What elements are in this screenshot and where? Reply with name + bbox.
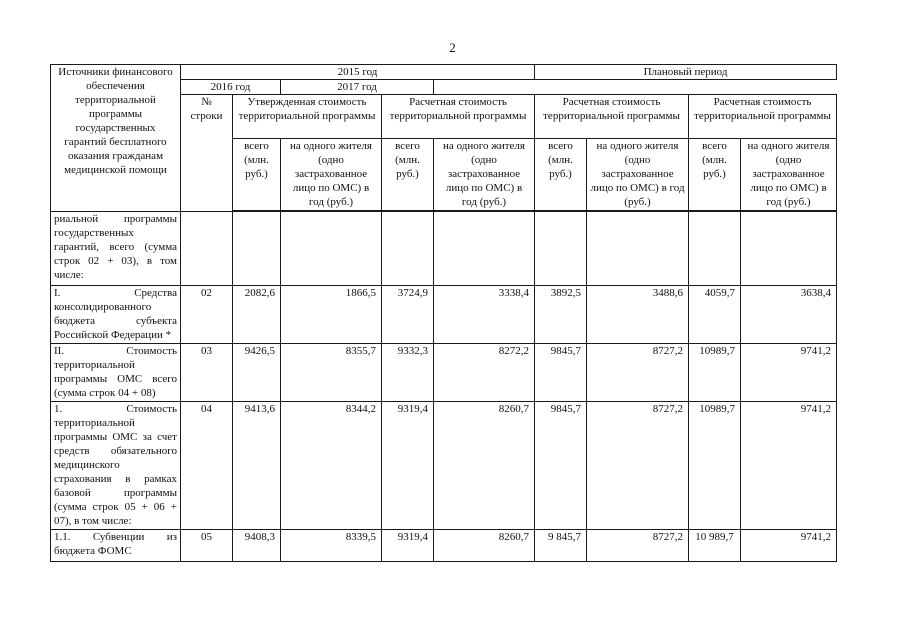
cell-2015-approved-per-insured: 1866,5 — [281, 286, 382, 344]
cell-2015-approved-per-insured: 8344,2 — [281, 402, 382, 530]
cell-2016-per-insured: 8727,2 — [587, 402, 689, 530]
cell-2017-per-insured: 9741,2 — [741, 344, 837, 402]
header-year-2015: 2015 год — [181, 65, 535, 80]
cell-2015-approved-per-insured: 8339,5 — [281, 530, 382, 562]
header-calc-cost-2015: Расчетная стоимость территориальной программы — [382, 95, 535, 139]
cell-2015-approved-total: 9413,6 — [233, 402, 281, 530]
header-per-insured: на одного жителя (одно застрахованное лицо по ОМС) в год (руб.) — [741, 139, 837, 211]
cell-2017-total: 10989,7 — [689, 344, 741, 402]
cell-2015-approved-total: 2082,6 — [233, 286, 281, 344]
row-number: 03 — [181, 344, 233, 402]
header-per-insured: на одного жителя (одно застрахованное лицо по ОМС) в год (руб.) — [434, 139, 535, 211]
header-total: всего (млн. руб.) — [233, 139, 281, 211]
table-row — [51, 530, 837, 562]
cell-2017-total: 10 989,7 — [689, 530, 741, 562]
cell-2015-calc-per-insured: 8272,2 — [434, 344, 535, 402]
cell-2016-total: 9845,7 — [535, 402, 587, 530]
cell-2015-calc-total: 9319,4 — [382, 530, 434, 562]
cell-2016-total: 9845,7 — [535, 344, 587, 402]
cell-2017-per-insured: 9741,2 — [741, 402, 837, 530]
header-per-insured: на одного жителя (одно застрахованное лицо по ОМС) в год (руб.) — [281, 139, 382, 211]
cell-2015-calc-total — [382, 212, 434, 286]
table-row — [51, 344, 837, 402]
header-per-insured: на одного жителя (одно застрахованное лицо по ОМС) в год (руб.) — [587, 139, 689, 211]
cell-2016-total — [535, 212, 587, 286]
cell-2017-per-insured: 3638,4 — [741, 286, 837, 344]
table-row — [51, 212, 837, 286]
cell-2017-per-insured: 9741,2 — [741, 530, 837, 562]
header-row-no: № строки — [181, 95, 233, 212]
header-calc-cost-2016: Расчетная стоимость территориальной программы — [535, 95, 689, 139]
header-total: всего (млн. руб.) — [382, 139, 434, 211]
header-year-2017: 2017 год — [281, 80, 434, 95]
page-number: 2 — [449, 40, 456, 55]
cell-2015-calc-per-insured: 3338,4 — [434, 286, 535, 344]
cell-2016-per-insured: 8727,2 — [587, 530, 689, 562]
header-calc-cost-2017: Расчетная стоимость территориальной программы — [689, 95, 837, 139]
row-source: I. Средства консолидированного бюджета субъекта Российской Федерации * — [51, 286, 181, 344]
header-approved-cost-2015: Утвержденная стоимость территориальной программы — [233, 95, 382, 139]
table-row — [51, 402, 837, 530]
cell-2016-total: 3892,5 — [535, 286, 587, 344]
cell-2015-approved-total — [233, 212, 281, 286]
cell-2016-per-insured — [587, 212, 689, 286]
row-source: 1.1. Субвенции из бюджета ФОМС — [51, 530, 181, 562]
cell-2016-total: 9 845,7 — [535, 530, 587, 562]
header-source: Источники финансового обеспечения территориальной программы государственных гарантий бесплатного оказания гражданам медицинской помощи — [51, 65, 181, 212]
cell-2016-per-insured: 3488,6 — [587, 286, 689, 344]
cell-2016-per-insured: 8727,2 — [587, 344, 689, 402]
cell-2017-total: 10989,7 — [689, 402, 741, 530]
cell-2015-calc-total: 9319,4 — [382, 402, 434, 530]
header-year-2016: 2016 год — [181, 80, 281, 95]
cell-2015-calc-per-insured: 8260,7 — [434, 530, 535, 562]
row-source: 1. Стоимость территориальной программы ОМС за счет средств обязательного медицинского страхования в рамках базовой программы (сумма строк 05 + 06 + 07), в том числе: — [51, 402, 181, 530]
row-number: 02 — [181, 286, 233, 344]
row-source: риальной программы государственных гарантий, всего (сумма строк 02 + 03), в том числе: — [51, 212, 181, 286]
table-row — [51, 286, 837, 344]
cell-2015-approved-per-insured: 8355,7 — [281, 344, 382, 402]
cell-2017-total: 4059,7 — [689, 286, 741, 344]
financing-table — [50, 64, 837, 562]
cell-2015-approved-total: 9408,3 — [233, 530, 281, 562]
row-number — [181, 212, 233, 286]
cell-2017-per-insured — [741, 212, 837, 286]
cell-2015-approved-per-insured — [281, 212, 382, 286]
cell-2015-approved-total: 9426,5 — [233, 344, 281, 402]
row-source: II. Стоимость территориальной программы ОМС всего (сумма строк 04 + 08) — [51, 344, 181, 402]
header-total: всего (млн. руб.) — [689, 139, 741, 211]
header-total: всего (млн. руб.) — [535, 139, 587, 211]
row-number: 04 — [181, 402, 233, 530]
cell-2015-calc-total: 9332,3 — [382, 344, 434, 402]
cell-2015-calc-per-insured — [434, 212, 535, 286]
cell-2015-calc-per-insured: 8260,7 — [434, 402, 535, 530]
cell-2015-calc-total: 3724,9 — [382, 286, 434, 344]
cell-2017-total — [689, 212, 741, 286]
header-planned-period: Плановый период — [535, 65, 837, 80]
row-number: 05 — [181, 530, 233, 562]
